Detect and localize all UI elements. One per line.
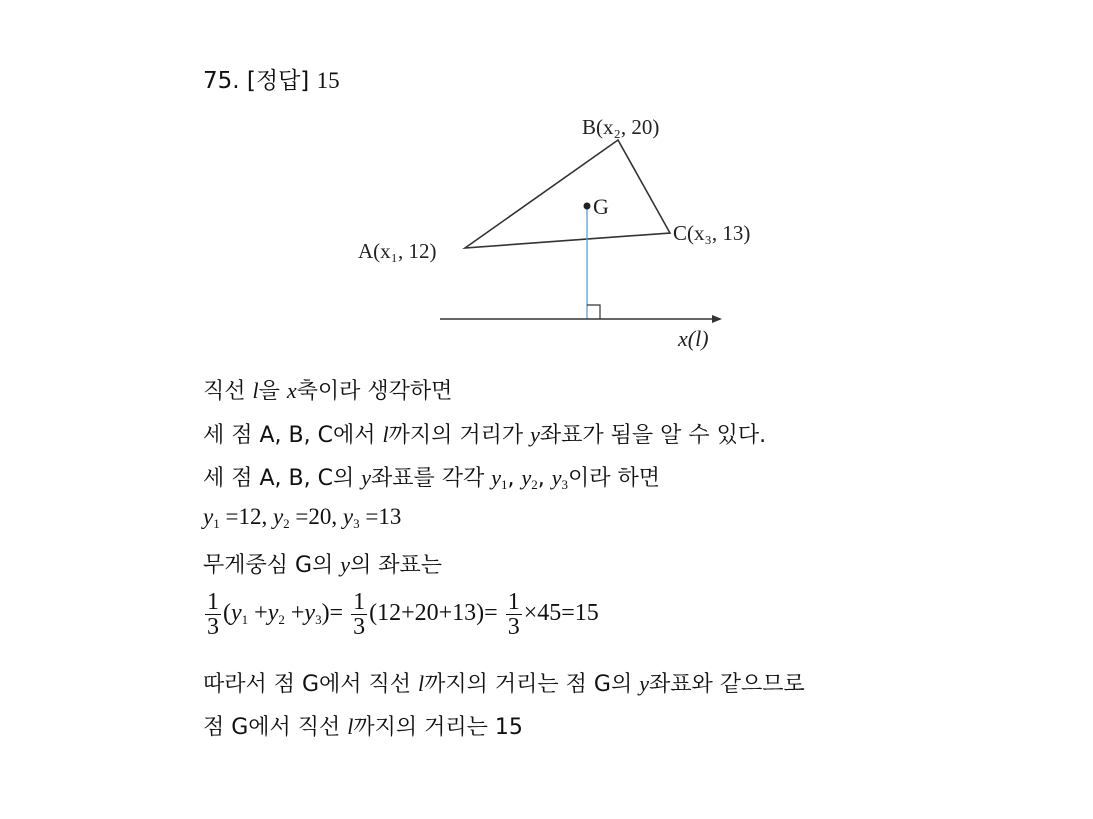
var-x: x: [286, 378, 297, 403]
var-y3: y: [551, 465, 562, 490]
triangle-abc: [465, 140, 670, 248]
paren-equals: )=: [321, 600, 344, 627]
text-span: 축이라 생각하면: [296, 379, 453, 404]
var-y1: y: [491, 465, 501, 490]
text-span: ,: [537, 466, 552, 491]
label-c: C(x₃, 13): [673, 221, 751, 245]
var-y: y: [361, 465, 371, 490]
value-text: =12,: [219, 504, 273, 529]
value-text: =20,: [289, 504, 343, 529]
result-expression: ×45=15: [523, 600, 599, 627]
answer-label: [정답]: [246, 68, 310, 94]
paren: (: [223, 600, 231, 627]
numerator: 1: [507, 589, 520, 615]
fraction: [205, 590, 221, 639]
value-text: =13: [359, 504, 402, 529]
var-y3: y: [342, 504, 354, 529]
label-a: A(x₁, 12): [358, 239, 437, 263]
text-span: 좌표가 됨을 알 수 있다.: [539, 423, 767, 448]
denominator: 3: [353, 614, 366, 640]
centroid-equation: [203, 590, 599, 639]
text-span: 까지의 거리는 점 G의: [424, 672, 640, 697]
var-y: y: [530, 422, 540, 447]
fraction: [506, 590, 522, 639]
var-y1: y: [231, 600, 242, 627]
problem-header: [203, 62, 340, 95]
fraction: [351, 590, 367, 639]
denominator: 3: [207, 614, 219, 640]
text-span: 좌표와 같으므로: [648, 672, 805, 697]
right-angle-mark: [587, 305, 600, 319]
text-span: 까지의 거리는 15: [353, 715, 523, 740]
operator: +: [284, 600, 305, 627]
var-l: l: [418, 671, 425, 696]
text-span: 직선: [203, 379, 253, 404]
numerator: 1: [353, 589, 366, 615]
var-y1: y: [203, 504, 214, 529]
var-l: l: [252, 378, 259, 403]
subscript: 3: [353, 516, 360, 531]
subscript: 1: [501, 477, 508, 492]
text-line-3: [203, 461, 660, 493]
axis-arrow: [712, 315, 722, 323]
subscript: 2: [531, 477, 538, 492]
answer-value: 15: [316, 68, 340, 93]
text-span: 좌표를 각각: [370, 466, 492, 491]
operator: +: [248, 600, 268, 627]
text-line-7: [203, 667, 805, 698]
subscript: 2: [283, 516, 290, 531]
var-y3: y: [304, 600, 316, 627]
numerator: 1: [207, 589, 219, 615]
centroid-point: [584, 203, 591, 210]
text-span: 세 점 A, B, C의: [203, 466, 362, 491]
var-y: y: [639, 671, 649, 696]
sum-expression: (12+20+13)=: [369, 600, 498, 627]
text-span: 따라서 점 G에서 직선: [203, 672, 419, 697]
text-span: 세 점 A, B, C에서: [203, 423, 383, 448]
triangle-figure: [340, 100, 780, 360]
text-span: 을: [258, 379, 287, 404]
problem-number: 75.: [203, 68, 240, 94]
var-l: l: [382, 422, 389, 447]
var-y2: y: [521, 465, 532, 490]
var-y: y: [340, 552, 351, 577]
text-span: 점 G에서 직선: [203, 715, 348, 740]
subscript: 1: [241, 612, 249, 628]
text-line-5: [203, 548, 442, 579]
text-line-8: [203, 710, 523, 741]
text-span: 이라 하면: [568, 466, 661, 491]
triangle-diagram: [340, 100, 780, 360]
text-span: 의 좌표는: [350, 553, 443, 578]
subscript: 3: [561, 477, 569, 492]
var-l: l: [347, 714, 354, 739]
text-span: 까지의 거리가: [388, 423, 531, 448]
var-y2: y: [272, 504, 284, 529]
label-g: G: [593, 194, 609, 219]
text-line-1: [203, 374, 452, 405]
subscript: 2: [278, 612, 285, 628]
label-axis: x(l): [678, 326, 709, 351]
text-line-2: [203, 418, 766, 449]
subscript: 1: [213, 516, 220, 531]
text-span: ,: [507, 466, 522, 491]
var-y2: y: [267, 600, 279, 627]
subscript: 3: [315, 612, 322, 628]
denominator: 3: [507, 614, 520, 640]
text-line-4: [203, 504, 401, 532]
text-span: 무게중심 G의: [203, 553, 341, 578]
label-b: B(x₂, 20): [582, 115, 660, 139]
